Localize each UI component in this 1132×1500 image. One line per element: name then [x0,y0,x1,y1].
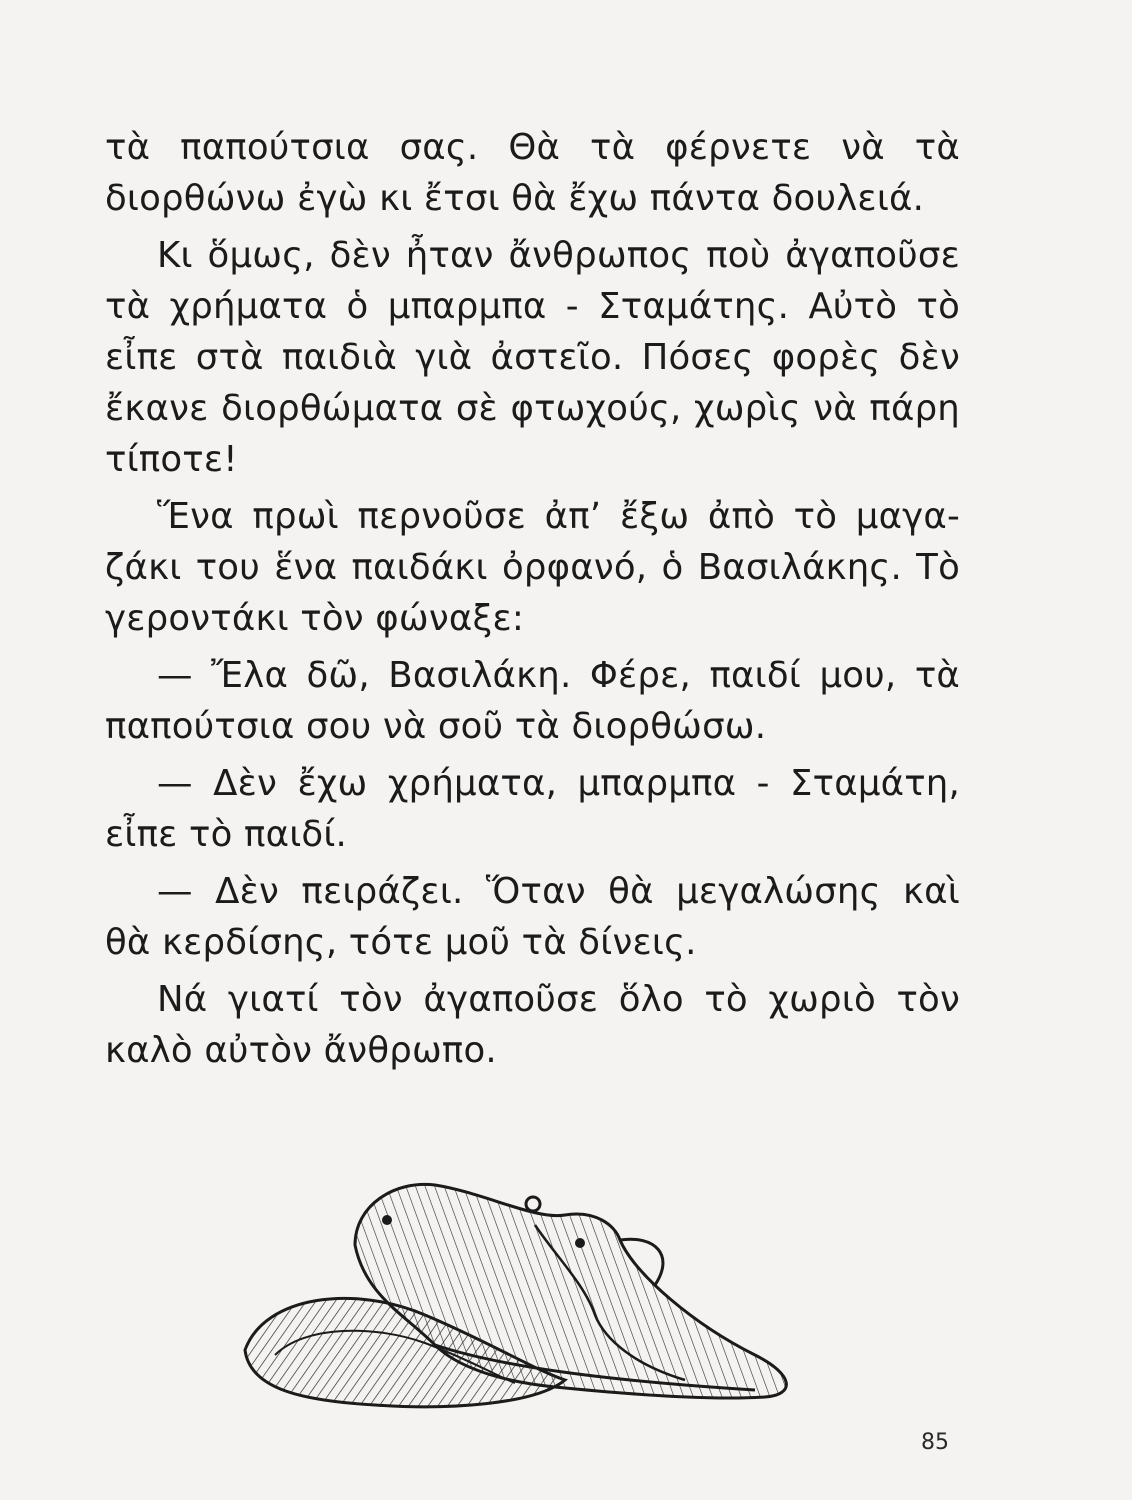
text-line: — Δὲν ἔχω χρήματα, μπαρμπα - Σταμάτη, [157,763,960,804]
text-line: Νά γιατί τὸν ἀγαποῦσε ὅλο τὸ χωριὸ τὸν [157,979,960,1020]
dialogue-paragraph [105,758,960,860]
text-line: τὰ χρήματα ὁ μπαρμπα - Σταμάτης. Αὐτὸ τὸ [105,286,960,327]
paragraph [105,230,960,485]
text-line: ἔκανε διορθώματα σὲ φτωχούς, χωρὶς νὰ πάρη [105,388,960,429]
shoes-illustration [235,1165,805,1415]
text-line: καλὸ αὐτὸν ἄνθρωπο. [105,1030,497,1071]
text-line: θὰ κερδίσης, τότε μοῦ τὰ δίνεις. [105,922,697,963]
text-line: ζάκι του ἕνα παιδάκι ὀρφανό, ὁ Βασιλάκης. Τὸ [105,547,960,588]
paragraph [105,122,960,224]
text-line: εἶπε στὰ παιδιὰ γιὰ ἀστεῖο. Πόσες φορὲς δὲν [105,337,960,378]
paragraph [105,974,960,1076]
text-line: διορθώνω ἐγὼ κι ἔτσι θὰ ἔχω πάντα δουλειά. [105,178,925,219]
page-number: 85 [921,1430,949,1455]
dialogue-paragraph [105,650,960,752]
paragraph [105,491,960,644]
text-line: — Ἔλα δῶ, Βασιλάκη. Φέρε, παιδί μου, τὰ [157,655,960,696]
text-line: παπούτσια σου νὰ σοῦ τὰ διορθώσω. [105,706,767,747]
body-text [105,122,960,1082]
text-line: Κι ὅμως, δὲν ἦταν ἄνθρωπος ποὺ ἀγαποῦσε [157,235,960,276]
text-line: γεροντάκι τὸν φώναξε: [105,598,525,639]
text-line: εἶπε τὸ παιδί. [105,814,348,855]
dialogue-paragraph [105,866,960,968]
text-line: Ἕνα πρωὶ περνοῦσε ἀπ’ ἔξω ἀπὸ τὸ μαγα- [157,496,960,537]
text-line: τίποτε! [105,439,238,480]
text-line: — Δὲν πειράζει. Ὅταν θὰ μεγαλώσης καὶ [157,871,960,912]
text-line: τὰ παπούτσια σας. Θὰ τὰ φέρνετε νὰ τὰ [105,127,960,168]
